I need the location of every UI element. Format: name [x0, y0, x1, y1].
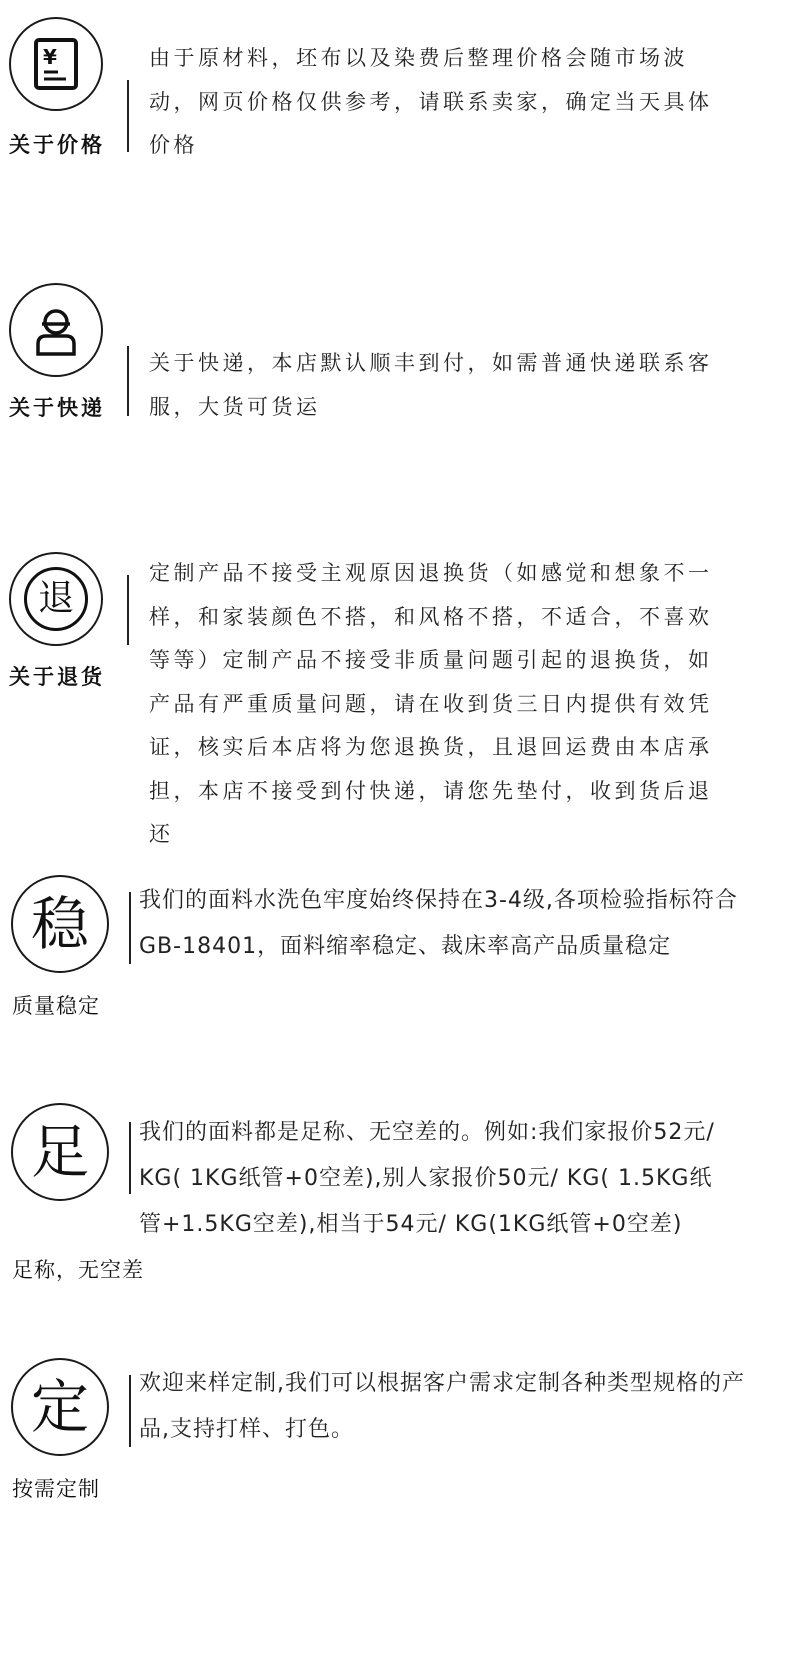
courier-person-icon	[9, 283, 103, 377]
price-yen-icon	[9, 17, 103, 111]
svg-text:¥: ¥	[43, 45, 57, 69]
section-label: 关于价格	[9, 133, 105, 157]
section-courier	[0, 270, 790, 470]
section-price	[0, 0, 790, 240]
section-label: 足称，无空差	[12, 1258, 144, 1282]
divider-line	[129, 1122, 131, 1194]
divider-line	[129, 1375, 131, 1447]
return-icon	[9, 552, 103, 646]
section-text: 定制产品不接受主观原因退换货（如感觉和想象不一样，和家装颜色不搭，和风格不搭，不适合，不喜欢等等）定制产品不接受非质量问题引起的退换货，如产品有严重质量问题，请在收到货三日内提供有效凭证，核实后本店将为您退换货，且退回运费由本店承担，本店不接受到付快递，请您先垫付，收到货后退还	[149, 561, 713, 846]
section-label: 质量稳定	[12, 994, 100, 1018]
section-label: 关于退货	[9, 665, 105, 689]
section-label: 按需定制	[12, 1477, 100, 1501]
divider-line	[127, 80, 129, 152]
divider-line	[127, 346, 129, 416]
section-label: 关于快递	[9, 396, 105, 420]
custom-icon	[11, 1358, 109, 1456]
section-returns	[0, 540, 790, 860]
return-glyph: 退	[37, 578, 74, 619]
section-text: 欢迎来样定制,我们可以根据客户需求定制各种类型规格的产品,支持打样、打色。	[139, 1371, 745, 1442]
section-text: 我们的面料水洗色牢度始终保持在3-4级,各项检验指标符合GB-18401，面料缩率稳定、裁床率高产品质量稳定	[139, 888, 738, 959]
divider-line	[129, 892, 131, 964]
section-full-weight	[0, 1100, 790, 1300]
section-stable	[0, 870, 790, 1030]
section-text: 由于原材料，坯布以及染费后整理价格会随市场波动，网页价格仅供参考，请联系卖家，确定当天具体价格	[149, 46, 713, 157]
section-text: 我们的面料都是足称、无空差的。例如:我们家报价52元/KG( 1KG纸管+0空差),别人家报价50元/ KG( 1.5KG纸管+1.5KG空差),相当于54元/ KG(1KG纸管+0空差)	[139, 1120, 715, 1237]
section-custom	[0, 1355, 790, 1535]
custom-glyph: 定	[30, 1373, 89, 1441]
divider-line	[127, 575, 129, 645]
stable-icon	[11, 875, 109, 973]
full-weight-glyph: 足	[30, 1118, 89, 1186]
section-text: 关于快递，本店默认顺丰到付，如需普通快递联系客服，大货可货运	[149, 351, 713, 419]
full-weight-icon	[11, 1103, 109, 1201]
stable-glyph: 稳	[30, 890, 89, 958]
